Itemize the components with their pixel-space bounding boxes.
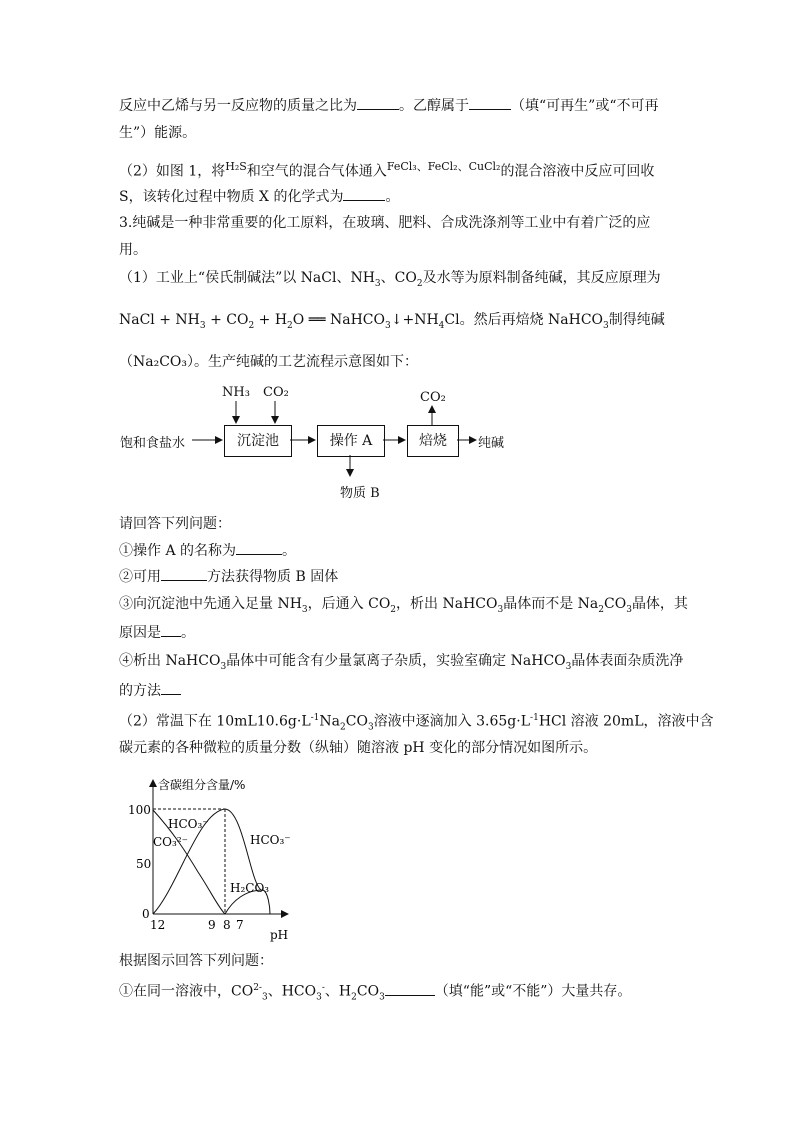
text-fragment: ②可用 <box>119 569 161 585</box>
superscript: 2- <box>253 983 262 993</box>
series-label-h2co3: H₂CO₃ <box>230 881 270 895</box>
flow-box-roast: 焙烧 <box>407 425 459 457</box>
text-fragment: （1）工业上“侯氏制碱法”以 NaCl、NH <box>119 270 375 286</box>
text-fragment: 晶体中可能含有少量氯离子杂质，实验室确定 NaHCO <box>226 653 566 669</box>
text-fragment: 、CO <box>380 270 417 286</box>
question-line <box>119 540 296 561</box>
text-fragment: 和空气的混合气体通入 <box>246 163 387 180</box>
subscript: 3 <box>379 992 385 1003</box>
subscript: 4 <box>438 320 445 331</box>
text-fragment: 生”）能源。 <box>119 125 197 141</box>
question-line <box>119 680 181 701</box>
x-tick-label: 8 <box>223 918 231 932</box>
text-fragment: + CO <box>205 312 249 328</box>
answer-blank[interactable] <box>385 981 435 996</box>
subscript: 3 <box>220 661 227 672</box>
text-fragment: 、HCO <box>267 983 317 1000</box>
text-fragment: 晶体，其 <box>631 596 688 612</box>
subscript: 2 <box>340 722 346 733</box>
text-fragment: CO <box>604 596 627 612</box>
superscript: -1 <box>310 713 320 723</box>
text-fragment: 及水等为原料制备纯碱，其反应原理为 <box>422 270 661 286</box>
text-fragment: O ══ NaHCO <box>292 312 385 328</box>
text-fragment: 根据图示回答下列问题： <box>119 953 273 969</box>
x-axis-label: pH <box>270 928 289 942</box>
question-line <box>119 651 683 677</box>
answer-blank[interactable] <box>236 540 282 555</box>
text-fragment: ，后通入 CO <box>307 596 391 612</box>
text-fragment: 的方法 <box>119 683 161 699</box>
question-line <box>119 514 231 534</box>
series-label-hco3-left: HCO₃⁻ <box>168 817 209 831</box>
x-tick-label: 9 <box>208 918 216 932</box>
subscript: 3 <box>565 661 572 672</box>
series-label-hco3-right: HCO₃⁻ <box>250 833 291 847</box>
flow-co2-out-label: CO₂ <box>420 390 446 405</box>
text-fragment: 反应中乙烯与另一反应物的质量之比为 <box>119 98 357 114</box>
text-fragment: 晶体表面杂质洗净 <box>571 653 684 669</box>
text-fragment: 请回答下列问题： <box>119 516 231 532</box>
subscript: 2 <box>598 604 604 615</box>
y-tick-label: 50 <box>136 857 152 871</box>
text-fragment: （填“能”或“不能”）大量共存。 <box>434 983 632 1000</box>
subscript: 2 <box>351 992 357 1003</box>
question-line <box>119 951 273 971</box>
text-fragment: （2）如图 1，将 <box>119 163 226 180</box>
text-fragment: 用。 <box>119 242 147 258</box>
subscript: 3 <box>626 604 632 615</box>
text-fragment: 溶液中逐滴加入 3.65g·L <box>373 713 531 730</box>
formula: H₂S <box>225 160 247 173</box>
text-fragment: CO <box>356 983 380 1000</box>
answer-blank[interactable] <box>161 566 207 581</box>
text-fragment: Na <box>319 713 341 730</box>
text-fragment: 。 <box>181 625 195 641</box>
text-fragment: ③向沉淀池中先通入足量 NH <box>119 596 302 612</box>
text-fragment: 3.纯碱是一种非常重要的化工原料，在玻璃、肥料、合成洗涤剂等工业中有着广泛的应 <box>119 215 651 231</box>
y-tick-label: 0 <box>142 907 150 921</box>
flow-input-label: 饱和食盐水 <box>120 436 186 451</box>
text-fragment: ④析出 NaHCO <box>119 653 221 669</box>
superscript: -1 <box>530 713 539 723</box>
text-fragment: 、H <box>324 983 352 1000</box>
subscript: 2 <box>287 320 293 331</box>
text-fragment: 原因是 <box>119 625 161 641</box>
text-fragment: 的混合溶液中反应可回收 <box>500 163 655 180</box>
flow-material-b-label: 物质 B <box>340 486 380 501</box>
subscript: 3 <box>261 992 268 1003</box>
text-fragment: 方法获得物质 B 固体 <box>207 569 339 585</box>
flow-nh3-label: NH₃ <box>222 385 250 400</box>
x-tick-label: 12 <box>150 918 166 932</box>
text-fragment: NaCl + NH <box>119 312 200 328</box>
text-fragment: 。 <box>282 543 297 559</box>
x-tick-label: 7 <box>236 918 244 932</box>
question-line <box>119 566 338 587</box>
species-distribution-chart <box>118 772 298 942</box>
y-axis-label: 含碳组分含量/% <box>158 778 246 792</box>
answer-blank[interactable] <box>161 622 181 637</box>
text-fragment: 制得纯碱 <box>608 312 665 328</box>
subscript: 2 <box>248 320 255 331</box>
superscript: - <box>321 983 325 993</box>
question-line <box>119 738 597 758</box>
text-fragment: （填“可再生”或“不可再 <box>511 98 659 114</box>
formula: FeCl₃、FeCl₂、CuCl₂ <box>386 160 501 173</box>
text-fragment: + H <box>254 312 288 328</box>
flow-co2-in-label: CO₂ <box>263 385 289 400</box>
text-fragment: CO <box>345 713 368 730</box>
text-fragment: （2）常温下在 10mL10.6g·L <box>119 713 311 730</box>
subscript: 3 <box>316 992 322 1003</box>
subscript: 3 <box>367 722 374 733</box>
text-fragment: ↓+NH <box>390 312 439 328</box>
text-fragment: ①在同一溶液中，CO <box>119 983 254 1000</box>
flow-arrows <box>0 0 794 520</box>
text-fragment: 碳元素的各种微粒的质量分数（纵轴）随溶液 pH 变化的部分情况如图所示。 <box>119 740 598 756</box>
subscript: 2 <box>416 278 423 289</box>
text-fragment: HCl 溶液 20mL，溶液中含 <box>538 713 714 730</box>
question-line <box>119 594 688 620</box>
text-fragment: 。 <box>385 189 400 205</box>
subscript: 3 <box>603 320 609 331</box>
flow-product-label: 纯碱 <box>478 436 505 451</box>
subscript: 2 <box>390 604 397 615</box>
text-fragment: ，析出 NaHCO <box>396 596 498 612</box>
text-fragment: S，该转化过程中物质 X 的化学式为 <box>119 189 344 205</box>
subscript: 3 <box>497 604 504 615</box>
subscript: 3 <box>301 604 308 615</box>
flow-box-operation: 操作 A <box>317 425 385 457</box>
question-line <box>119 622 195 643</box>
subscript: 3 <box>199 320 206 331</box>
text-fragment: 晶体而不是 Na <box>503 596 599 612</box>
subscript: 3 <box>374 278 381 289</box>
flow-box-tank: 沉淀池 <box>224 425 292 457</box>
y-tick-label: 100 <box>128 803 151 817</box>
subscript: 3 <box>385 320 391 331</box>
text-fragment: ①操作 A 的名称为 <box>119 543 237 559</box>
question-line <box>119 978 631 1007</box>
text-fragment: 。乙醇属于 <box>399 98 469 114</box>
series-label-co3: CO₃²⁻ <box>153 835 188 849</box>
question-line <box>119 708 714 737</box>
answer-blank[interactable] <box>161 680 181 695</box>
text-fragment: （Na₂CO₃）。生产纯碱的工艺流程示意图如下： <box>119 354 419 370</box>
text-fragment: Cl。然后再焙烧 NaHCO <box>444 312 604 328</box>
